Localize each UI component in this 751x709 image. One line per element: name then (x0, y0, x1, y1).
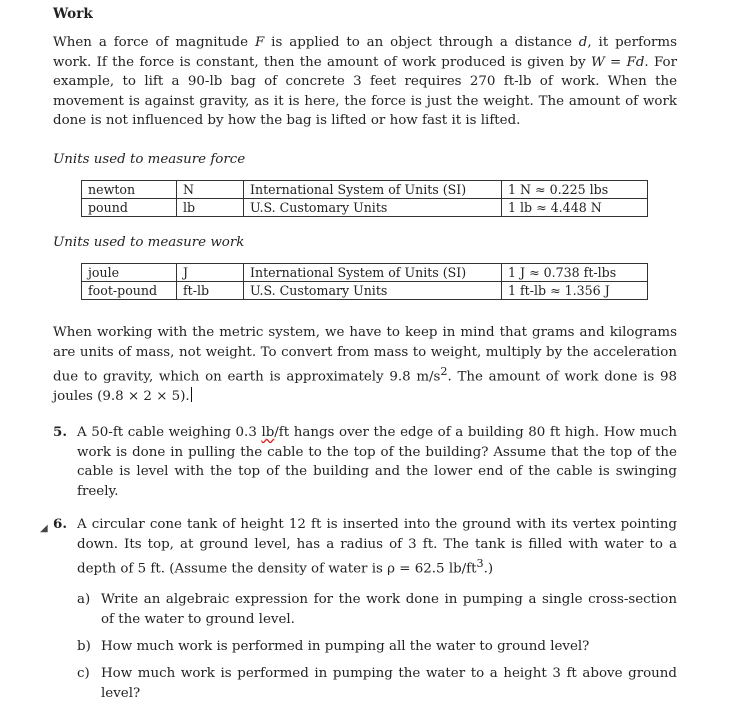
metric-text: . The amount of work done is 98 joules (9.8 × 2 × 5). (53, 369, 677, 405)
table-row (82, 282, 648, 300)
work-units-table (81, 263, 648, 300)
table-cell: ft-lb (177, 282, 244, 300)
table-row (82, 264, 648, 282)
subpart-label: c) (77, 666, 90, 681)
var-d: d (578, 35, 588, 50)
table-cell: 1 N ≈ 0.225 lbs (502, 181, 648, 199)
subpart-label: b) (77, 639, 91, 654)
table-cell: 1 ft-lb ≈ 1.356 J (502, 282, 648, 300)
intro-text: . For example, to lift a 90-lb bag of concrete 3 feet requires 270 ft-lb of work. When the movement is against gravity, as it is here, the force is just the weight. The amount of work done is not influenced by how the bag is lifted or how fast it is lifted. (53, 54, 677, 129)
problem-text: A circular cone tank of height 12 ft is inserted into the ground with its vertex pointing down. Its top, at ground level, has a radius of 3 ft. The tank is filled with water to a depth of 5 ft. (Assume the density of water is (77, 517, 677, 577)
table-cell: U.S. Customary Units (244, 199, 502, 217)
var-f: F (254, 35, 265, 50)
subpart-text: Write an algebraic expression for the work done in pumping a single cross-section of the water to ground level. (101, 592, 677, 627)
table-cell: 1 lb ≈ 4.448 N (502, 199, 648, 217)
text-cursor (191, 387, 192, 402)
table-cell: U.S. Customary Units (244, 282, 502, 300)
subpart-a (77, 590, 677, 629)
table-cell: foot-pound (82, 282, 177, 300)
table-cell: International System of Units (SI) (244, 181, 502, 199)
table-cell: pound (82, 199, 177, 217)
density-formula: ρ = 62.5 lb/ft (387, 561, 477, 577)
superscript: 2 (440, 365, 448, 379)
subpart-c (77, 664, 677, 703)
table-cell: International System of Units (SI) (244, 264, 502, 282)
intro-text: is applied to an object through a distance (264, 35, 579, 50)
table-row (82, 181, 648, 199)
subpart-text: How much work is performed in pumping the water to a height 3 ft above ground level? (101, 666, 677, 701)
subpart-label: a) (77, 592, 91, 607)
metric-text: When working with the metric system, we have to keep in mind that grams and kilograms are units of mass, not weight. To convert from mass to weight, multiply by the acceleration due to gravity, which on earth is approximately 9.8 m/s (53, 325, 677, 385)
problem-text: .) (483, 561, 494, 577)
table-row (82, 199, 648, 217)
work-formula: W = Fd (590, 54, 645, 70)
section-heading: Work (53, 6, 93, 22)
table-cell: N (177, 181, 244, 199)
intro-text: , it performs work. If the force is constant, then the amount of work produced is given by (53, 35, 677, 70)
problem-text: A 50-ft cable weighing 0.3 (77, 425, 262, 440)
subpart-text: How much work is performed in pumping all the water to ground level? (101, 639, 590, 654)
table-cell: joule (82, 264, 177, 282)
table-cell: J (177, 264, 244, 282)
superscript: 3 (476, 557, 484, 571)
problem-number: 6. (53, 516, 67, 532)
table-cell: lb (177, 199, 244, 217)
force-units-table (81, 180, 648, 217)
problem-5 (53, 423, 677, 501)
table-cell: 1 J ≈ 0.738 ft-lbs (502, 264, 648, 282)
problem-6 (40, 515, 677, 579)
force-table-caption: Units used to measure force (53, 152, 246, 167)
spellcheck-flagged-word[interactable]: lb (261, 425, 275, 440)
problem-5-text (77, 423, 677, 501)
work-table-caption: Units used to measure work (53, 235, 245, 250)
intro-paragraph (53, 33, 677, 131)
intro-text: When a force of magnitude (53, 35, 255, 50)
table-cell: newton (82, 181, 177, 199)
metric-paragraph[interactable] (53, 323, 677, 407)
subpart-b (77, 637, 677, 657)
collapse-triangle-icon[interactable]: ◢ (40, 523, 48, 534)
problem-6-text (77, 515, 677, 579)
problem-text: /ft hangs over the edge of a building 80 ft high. How much work is done in pulling the cable to the top of the building? Assume that the top of the cable is level with the top of the building and the lower end of the cable is swinging freely. (77, 425, 677, 499)
problem-number: 5. (53, 424, 67, 440)
